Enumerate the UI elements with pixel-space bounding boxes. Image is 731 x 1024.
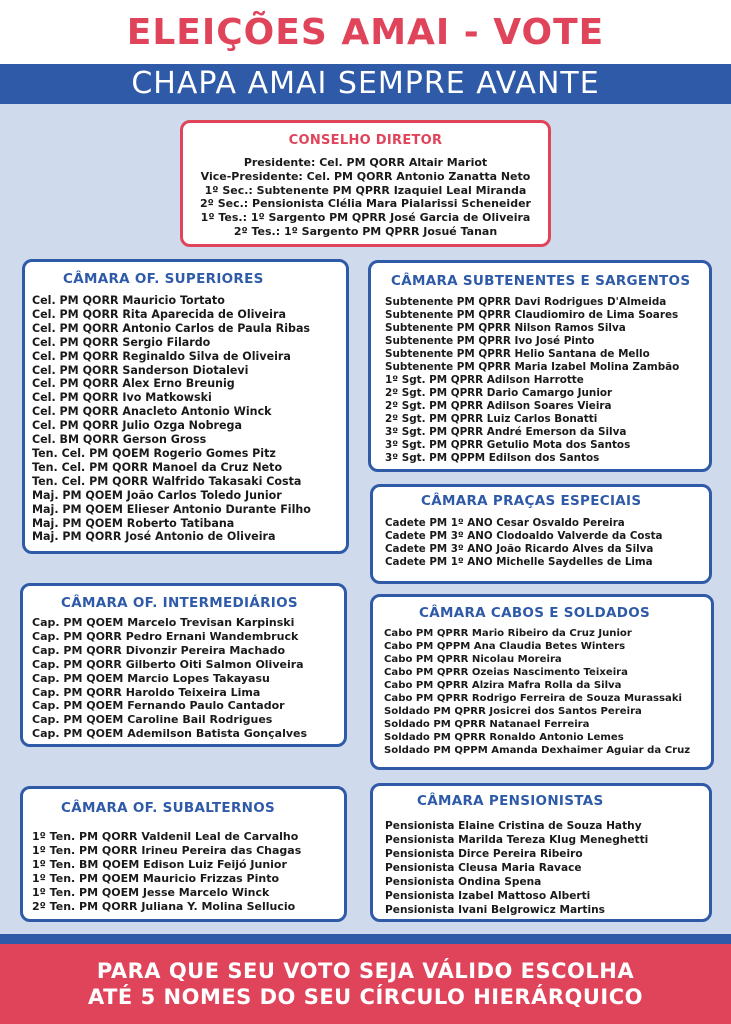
list-item: Soldado PM QPRR Natanael Ferreira [384, 719, 590, 730]
list-item: Cabo PM QPRR Mario Ribeiro da Cruz Junior [384, 628, 632, 639]
list-item: Vice-Presidente: Cel. PM QORR Antonio Zanatta Neto [200, 169, 531, 183]
subalternos-title: CÂMARA OF. SUBALTERNOS [61, 800, 276, 816]
list-item: Cap. PM QOEM Fernando Paulo Cantador [32, 699, 285, 713]
list-item: Cadete PM 3º ANO Clodoaldo Valverde da Costa [385, 530, 663, 542]
list-item: 2º Sgt. PM QPRR Luiz Carlos Bonatti [385, 413, 598, 425]
conselho-list [183, 156, 548, 239]
cabos-title: CÂMARA CABOS E SOLDADOS [419, 605, 651, 621]
list-item: Subtenente PM QPRR Davi Rodrigues D'Almeida [385, 296, 667, 308]
camara-subalternos-box [20, 786, 347, 922]
pracas-title: CÂMARA PRAÇAS ESPECIAIS [421, 493, 642, 509]
list-item: Cadete PM 1º ANO Michelle Saydelles de Lima [385, 556, 653, 568]
superiores-list [25, 294, 346, 544]
footer-line-2: ATÉ 5 NOMES DO SEU CÍRCULO HIERÁRQUICO [87, 985, 644, 1009]
list-item: Cabo PM QPRR Alzira Mafra Rolla da Silva [384, 680, 622, 691]
list-item: Ten. Cel. PM QORR Manoel da Cruz Neto [32, 460, 283, 474]
list-item: Cel. PM QORR Sanderson Diotalevi [32, 363, 249, 377]
list-item: Maj. PM QORR José Antonio de Oliveira [32, 530, 276, 544]
list-item: 3º Sgt. PM QPRR André Emerson da Silva [385, 426, 627, 438]
list-item: 1º Sec.: Subtenente PM QPRR Izaquiel Leal Miranda [204, 183, 527, 197]
list-item: Ten. Cel. PM QOEM Rogerio Gomes Pitz [32, 446, 276, 460]
list-item: Cel. PM QORR Antonio Carlos de Paula Ribas [32, 321, 311, 335]
camara-superiores-box [22, 259, 349, 554]
list-item: Soldado PM QPRR Josicrei dos Santos Pereira [384, 706, 642, 717]
list-item: Cabo PM QPRR Nicolau Moreira [384, 654, 562, 665]
footer-divider [0, 934, 731, 944]
camara-cabos-box [370, 594, 714, 770]
list-item: Cap. PM QORR Pedro Ernani Wandembruck [32, 629, 299, 643]
list-item: Pensionista Izabel Mattoso Alberti [385, 890, 591, 902]
footer-banner [0, 944, 731, 1024]
list-item: Cel. PM QORR Rita Aparecida de Oliveira [32, 307, 286, 321]
list-item: Cap. PM QOEM Marcelo Trevisan Karpinski [32, 616, 295, 629]
page-title: ELEIÇÕES AMAI - VOTE [126, 12, 605, 53]
list-item: Subtenente PM QPRR Helio Santana de Mello [385, 348, 650, 360]
list-item: Presidente: Cel. PM QORR Altair Mariot [243, 156, 488, 169]
camara-subtenentes-box [368, 260, 712, 472]
footer-line-1: PARA QUE SEU VOTO SEJA VÁLIDO ESCOLHA [96, 959, 635, 983]
list-item: Pensionista Ondina Spena [385, 876, 542, 888]
list-item: Cel. PM QORR Julio Ozga Nobrega [32, 419, 242, 433]
list-item: Maj. PM QOEM Elieser Antonio Durante Filho [32, 502, 311, 516]
superiores-title: CÂMARA OF. SUPERIORES [63, 271, 264, 287]
list-item: Pensionista Ivani Belgrowicz Martins [385, 904, 605, 916]
list-item: Cabo PM QPRR Ozeias Nascimento Teixeira [384, 667, 628, 678]
subalternos-list [23, 830, 344, 914]
list-item: Subtenente PM QPRR Ivo José Pinto [385, 335, 595, 347]
list-item: Pensionista Cleusa Maria Ravace [385, 862, 582, 874]
pracas-list [373, 517, 709, 569]
list-item: Cel. PM QORR Ivo Matkowski [32, 391, 212, 405]
list-item: Cel. PM QORR Alex Erno Breunig [32, 377, 235, 391]
list-item: Cel. PM QORR Mauricio Tortato [32, 294, 225, 307]
subtenentes-title: CÂMARA SUBTENENTES E SARGENTOS [391, 273, 691, 289]
page-subtitle: CHAPA AMAI SEMPRE AVANTE [0, 64, 731, 104]
list-item: Cel. BM QORR Gerson Gross [32, 433, 207, 447]
list-item: Cap. PM QORR Divonzir Pereira Machado [32, 643, 286, 657]
list-item: 2º Sec.: Pensionista Clélia Mara Pialarissi Scheneider [200, 197, 531, 211]
list-item: Cadete PM 1º ANO Cesar Osvaldo Pereira [385, 517, 625, 529]
list-item: Cap. PM QOEM Marcio Lopes Takayasu [32, 671, 270, 685]
list-item: 1º Ten. PM QORR Irineu Pereira das Chagas [32, 844, 302, 857]
list-item: 1º Ten. PM QORR Valdenil Leal de Carvalho [32, 830, 299, 843]
list-item: Cap. PM QOEM Caroline Bail Rodrigues [32, 713, 273, 727]
camara-pensionistas-box [370, 783, 712, 922]
conselho-diretor-box [180, 120, 551, 247]
cabos-list [373, 627, 711, 757]
list-item: 1º Ten. PM QOEM Jesse Marcelo Winck [32, 886, 270, 899]
list-item: 3º Sgt. PM QPRR Getulio Mota dos Santos [385, 439, 631, 451]
list-item: Soldado PM QPPM Amanda Dexhaimer Aguiar da Cruz [384, 745, 691, 756]
list-item: Cel. PM QORR Sergio Filardo [32, 335, 211, 349]
list-item: 2º Ten. PM QORR Juliana Y. Molina Sellucio [32, 900, 296, 913]
list-item: Subtenente PM QPRR Claudiomiro de Lima Soares [385, 309, 679, 321]
list-item: Cap. PM QOEM Ademilson Batista Gonçalves [32, 727, 308, 741]
camara-intermediarios-box [20, 583, 347, 747]
list-item: Pensionista Marilda Tereza Klug Meneghetti [385, 834, 649, 846]
list-item: 1º Tes.: 1º Sargento PM QPRR José Garcia de Oliveira [200, 211, 531, 225]
list-item: Subtenente PM QPRR Maria Izabel Molina Zambão [385, 361, 680, 373]
list-item: Cabo PM QPPM Ana Claudia Betes Winters [384, 641, 626, 652]
list-item: 3º Sgt. PM QPPM Edilson dos Santos [385, 452, 600, 464]
camara-pracas-box [370, 484, 712, 584]
pensionistas-list [373, 819, 709, 917]
list-item: Cadete PM 3º ANO João Ricardo Alves da Silva [385, 543, 654, 555]
list-item: Subtenente PM QPRR Nilson Ramos Silva [385, 322, 626, 334]
list-item: Maj. PM QOEM João Carlos Toledo Junior [32, 488, 282, 502]
list-item: Cap. PM QORR Haroldo Teixeira Lima [32, 685, 261, 699]
list-item: 2º Sgt. PM QPRR Adilson Soares Vieira [385, 400, 612, 412]
list-item: 2º Tes.: 1º Sargento PM QPRR Josué Tanan [233, 224, 498, 238]
list-item: Soldado PM QPRR Ronaldo Antonio Lemes [384, 732, 624, 743]
list-item: Cabo PM QPRR Rodrigo Ferreira de Souza Murassaki [384, 693, 683, 704]
list-item: 1º Ten. PM QOEM Mauricio Frizzas Pinto [32, 872, 280, 885]
list-item: 1º Ten. BM QOEM Edison Luiz Feijó Junior [32, 858, 287, 871]
pensionistas-title: CÂMARA PENSIONISTAS [417, 793, 604, 809]
list-item: Cap. PM QORR Gilberto Oiti Salmon Oliveira [32, 657, 304, 671]
subtenentes-list [371, 296, 709, 465]
list-item: Pensionista Elaine Cristina de Souza Hathy [385, 820, 642, 832]
list-item: Maj. PM QOEM Roberto Tatibana [32, 516, 235, 530]
list-item: Cel. PM QORR Anacleto Antonio Winck [32, 405, 272, 419]
list-item: Pensionista Dirce Pereira Ribeiro [385, 848, 583, 860]
list-item: Cel. PM QORR Reginaldo Silva de Oliveira [32, 349, 291, 363]
intermediarios-title: CÂMARA OF. INTERMEDIÁRIOS [61, 595, 298, 611]
list-item: 2º Sgt. PM QPRR Dario Camargo Junior [385, 387, 613, 399]
list-item: 1º Sgt. PM QPRR Adilson Harrotte [385, 374, 584, 386]
list-item: Ten. Cel. PM QORR Walfrido Takasaki Costa [32, 474, 302, 488]
intermediarios-list [23, 616, 344, 741]
conselho-title: CONSELHO DIRETOR [288, 133, 443, 148]
